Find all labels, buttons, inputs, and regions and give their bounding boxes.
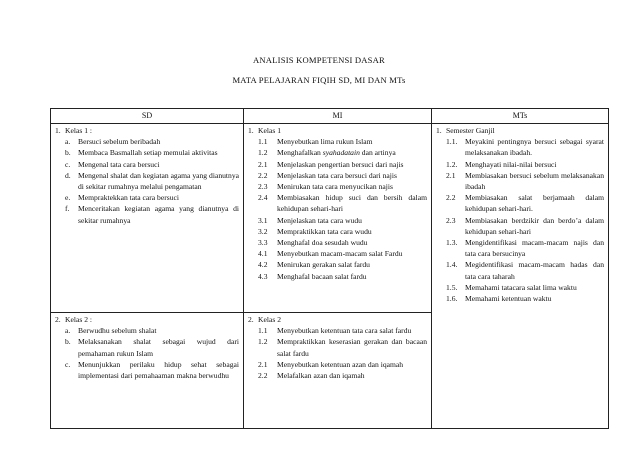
- list-item-text: Menyebutkan lima rukun Islam: [277, 137, 373, 147]
- list-item-text: Menyebutkan ketentuan tata cara salat fardu: [277, 326, 412, 336]
- list-item: [65, 325, 239, 336]
- list-item-marker: 1.4.: [446, 260, 458, 270]
- list-item-marker: 2.2: [258, 371, 268, 381]
- list-item-text: Mempraktikkan tata cara wudu: [277, 226, 372, 236]
- list-item-text-part: dan artinya: [359, 148, 396, 158]
- list-item-marker: 2.4: [258, 193, 268, 203]
- list-item-marker: 4.1: [258, 249, 268, 259]
- document-subtitle: MATA PELAJARAN FIQIH SD, MI DAN MTs: [232, 75, 406, 85]
- header-mi: MI: [244, 109, 432, 124]
- list-item: [446, 192, 604, 214]
- list-item-text: Menghafal doa sesudah wudu: [277, 238, 368, 248]
- mts-heading: [436, 125, 604, 136]
- list-item: [258, 359, 427, 370]
- list-item: [258, 226, 427, 237]
- list-item-marker: 1.3.: [446, 238, 458, 248]
- list-item: [258, 259, 427, 270]
- list-item-text: Meyakini pentingnya bersuci sebagai syarat melaksanakan ibadah.: [465, 137, 604, 158]
- list-item-marker: 4.3: [258, 271, 268, 281]
- list-item-text: Menyebutkan macam-macam salat Fardu: [277, 249, 403, 259]
- list-item: [65, 170, 239, 192]
- list-label: Kelas 1 :: [65, 126, 92, 135]
- list-item-marker: 3.2: [258, 226, 268, 236]
- list-item: [258, 159, 427, 170]
- list-item: [258, 170, 427, 181]
- list-item-text: Berwudhu sebelum shalat: [78, 326, 157, 336]
- list-item-marker: 2.1: [258, 359, 268, 369]
- list-item: [446, 136, 604, 158]
- list-item-marker: a.: [65, 137, 71, 147]
- list-item-marker: 2.2: [446, 193, 456, 203]
- mi-kelas2-items: [248, 325, 427, 381]
- list-item: [258, 248, 427, 259]
- list-item-marker: e.: [65, 193, 71, 203]
- competency-table: [50, 108, 609, 429]
- list-item-marker: 2.3: [258, 182, 268, 192]
- list-item-text: Menyebutkan ketentuan azan dan iqamah: [277, 359, 404, 369]
- list-item-marker: 2.3: [446, 215, 456, 225]
- list-item-text: Membiasakan berdzikir dan berdo’a dalam kehidupan sehari-hari: [465, 215, 604, 236]
- list-item-text: Membiasakan hidup suci dan bersih dalam kehidupan sehari-hari: [277, 193, 427, 214]
- list-label: Semester Ganjil: [446, 126, 495, 135]
- list-item-marker: b.: [65, 148, 71, 158]
- list-number: 1.: [248, 126, 254, 135]
- list-item-text-italic: syahadatain: [322, 148, 360, 158]
- list-item: [446, 170, 604, 192]
- list-item-marker: 1.1: [258, 326, 268, 336]
- list-item: [446, 293, 604, 304]
- list-item-marker: 1.1.: [446, 137, 458, 147]
- mi-kelas1-cell: [244, 124, 432, 313]
- list-item-marker: 1.2: [258, 337, 268, 347]
- list-label: Kelas 2 :: [65, 315, 92, 324]
- list-item-text: Memahami tatacara salat lima waktu: [465, 282, 577, 292]
- list-item: [258, 192, 427, 214]
- document-title: ANALISIS KOMPETENSI DASAR: [252, 55, 385, 65]
- list-item-text: Membiasakan salat berjamaah dalam kehidupan sehari-hari.: [465, 193, 604, 214]
- list-item: [258, 215, 427, 226]
- list-item: [258, 336, 427, 358]
- table-row: [51, 124, 609, 313]
- sd-kelas1-heading: [55, 125, 239, 136]
- list-item-text: Megidentifikasi macam-macam hadas dan tata cara taharah: [465, 260, 604, 281]
- list-item: [65, 192, 239, 203]
- list-item-marker: 4.2: [258, 260, 268, 270]
- list-item-marker: d.: [65, 170, 71, 180]
- list-item-text: Melaksanakan shalat sebagai wujud dari pemahaman rukun Islam: [78, 337, 239, 358]
- list-item-text: Melafalkan azan dan iqamah: [277, 371, 365, 381]
- list-item-marker: a.: [65, 326, 71, 336]
- sd-kelas2-heading: [55, 314, 239, 325]
- list-label: Kelas 2: [258, 315, 281, 324]
- list-item-marker: 1.5.: [446, 282, 458, 292]
- mts-items: [436, 136, 604, 304]
- list-item-marker: 1.2: [258, 148, 268, 158]
- list-item-marker: 3.3: [258, 238, 268, 248]
- list-item-text: [277, 147, 427, 158]
- list-item: [258, 147, 427, 158]
- list-item-text: Menirukan tata cara menyucikan najis: [277, 182, 393, 192]
- list-item: [258, 325, 427, 336]
- list-item-text: Menghayati nilai-nilai bersuci: [465, 159, 557, 169]
- list-item: [65, 159, 239, 170]
- list-item-text: Mengidentifikasi macam-macam najis dan tata cara bersucinya: [465, 238, 604, 259]
- list-item-text: Menghafal bacaan salat fardu: [277, 271, 367, 281]
- list-item-text: Menirukan gerakan salat fardu: [277, 260, 370, 270]
- list-item-marker: 2.1: [446, 170, 456, 180]
- list-item-text: Mengenal tata cara bersuci: [78, 159, 160, 169]
- list-item: [446, 282, 604, 293]
- list-number: 1.: [436, 126, 442, 135]
- sd-kelas2-items: [55, 325, 239, 381]
- list-item-marker: 2.2: [258, 170, 268, 180]
- mi-kelas2-heading: [248, 314, 427, 325]
- list-item-text: Menceritakan kegiatan agama yang dianutnya di sekitar rumahnya: [78, 204, 239, 225]
- header-mts: MTs: [432, 109, 609, 124]
- list-item-marker: 3.1: [258, 215, 268, 225]
- list-item-text: Bersuci sebelum beribadah: [78, 137, 161, 147]
- list-item-text: Memahami ketentuan waktu: [465, 294, 552, 304]
- list-item: [446, 237, 604, 259]
- mi-kelas1-items: [248, 136, 427, 282]
- list-item-text: Mempraktekkan tata cara bersuci: [78, 193, 179, 203]
- list-item: [446, 215, 604, 237]
- list-item-marker: b.: [65, 337, 71, 347]
- list-item: [258, 370, 427, 381]
- list-item-marker: c.: [65, 159, 71, 169]
- sd-kelas1-cell: [51, 124, 244, 313]
- list-item-text: Menunjukkan perilaku hidup sehat sebagai implementasi dari pemahaaman makna berwudhu: [78, 359, 239, 381]
- list-item: [258, 136, 427, 147]
- list-item-marker: 1.2.: [446, 159, 458, 169]
- list-item: [258, 271, 427, 282]
- list-item-marker: 1.1: [258, 137, 268, 147]
- list-item: [65, 359, 239, 381]
- table-header-row: [51, 109, 609, 124]
- header-sd: SD: [51, 109, 244, 124]
- list-number: 1.: [55, 126, 61, 135]
- list-item-text: Membiasakan bersuci sebelum melaksanakan ibadah: [465, 170, 604, 192]
- list-item-text-part: Menghafalkan: [277, 148, 323, 158]
- list-item: [65, 136, 239, 147]
- list-item: [65, 336, 239, 358]
- list-item: [446, 159, 604, 170]
- list-label: Kelas 1: [258, 126, 281, 135]
- mts-cell: [432, 124, 609, 429]
- list-item: [258, 237, 427, 248]
- mi-kelas2-cell: [244, 313, 432, 429]
- mi-kelas1-heading: [248, 125, 427, 136]
- list-item-marker: f.: [65, 204, 70, 214]
- list-item-text: Membaca Basmallah setiap memulai aktivitas: [78, 148, 218, 158]
- list-item: [258, 181, 427, 192]
- list-item-text: Menjelaskan pengertian bersuci dari najis: [277, 159, 404, 169]
- list-item-marker: 1.6.: [446, 294, 458, 304]
- sd-kelas1-items: [55, 136, 239, 226]
- list-item-text: Mempraktikkan keserasian gerakan dan bacaan salat fardu: [277, 337, 427, 358]
- list-item: [65, 147, 239, 158]
- list-item-marker: 2.1: [258, 159, 268, 169]
- list-item-text: Menjelaskan tata cara bersuci dari najis: [277, 170, 397, 180]
- list-item-text: Mengenal shalat dan kegiatan agama yang dianutnya di sekitar rumahnya melalui pengamatan: [78, 170, 239, 192]
- list-item: [446, 259, 604, 281]
- list-number: 2.: [55, 315, 61, 324]
- list-item-text: Menjelaskan tata cara wudu: [277, 215, 362, 225]
- list-item: [65, 203, 239, 225]
- sd-kelas2-cell: [51, 313, 244, 429]
- list-item-marker: c.: [65, 359, 71, 369]
- list-number: 2.: [248, 315, 254, 324]
